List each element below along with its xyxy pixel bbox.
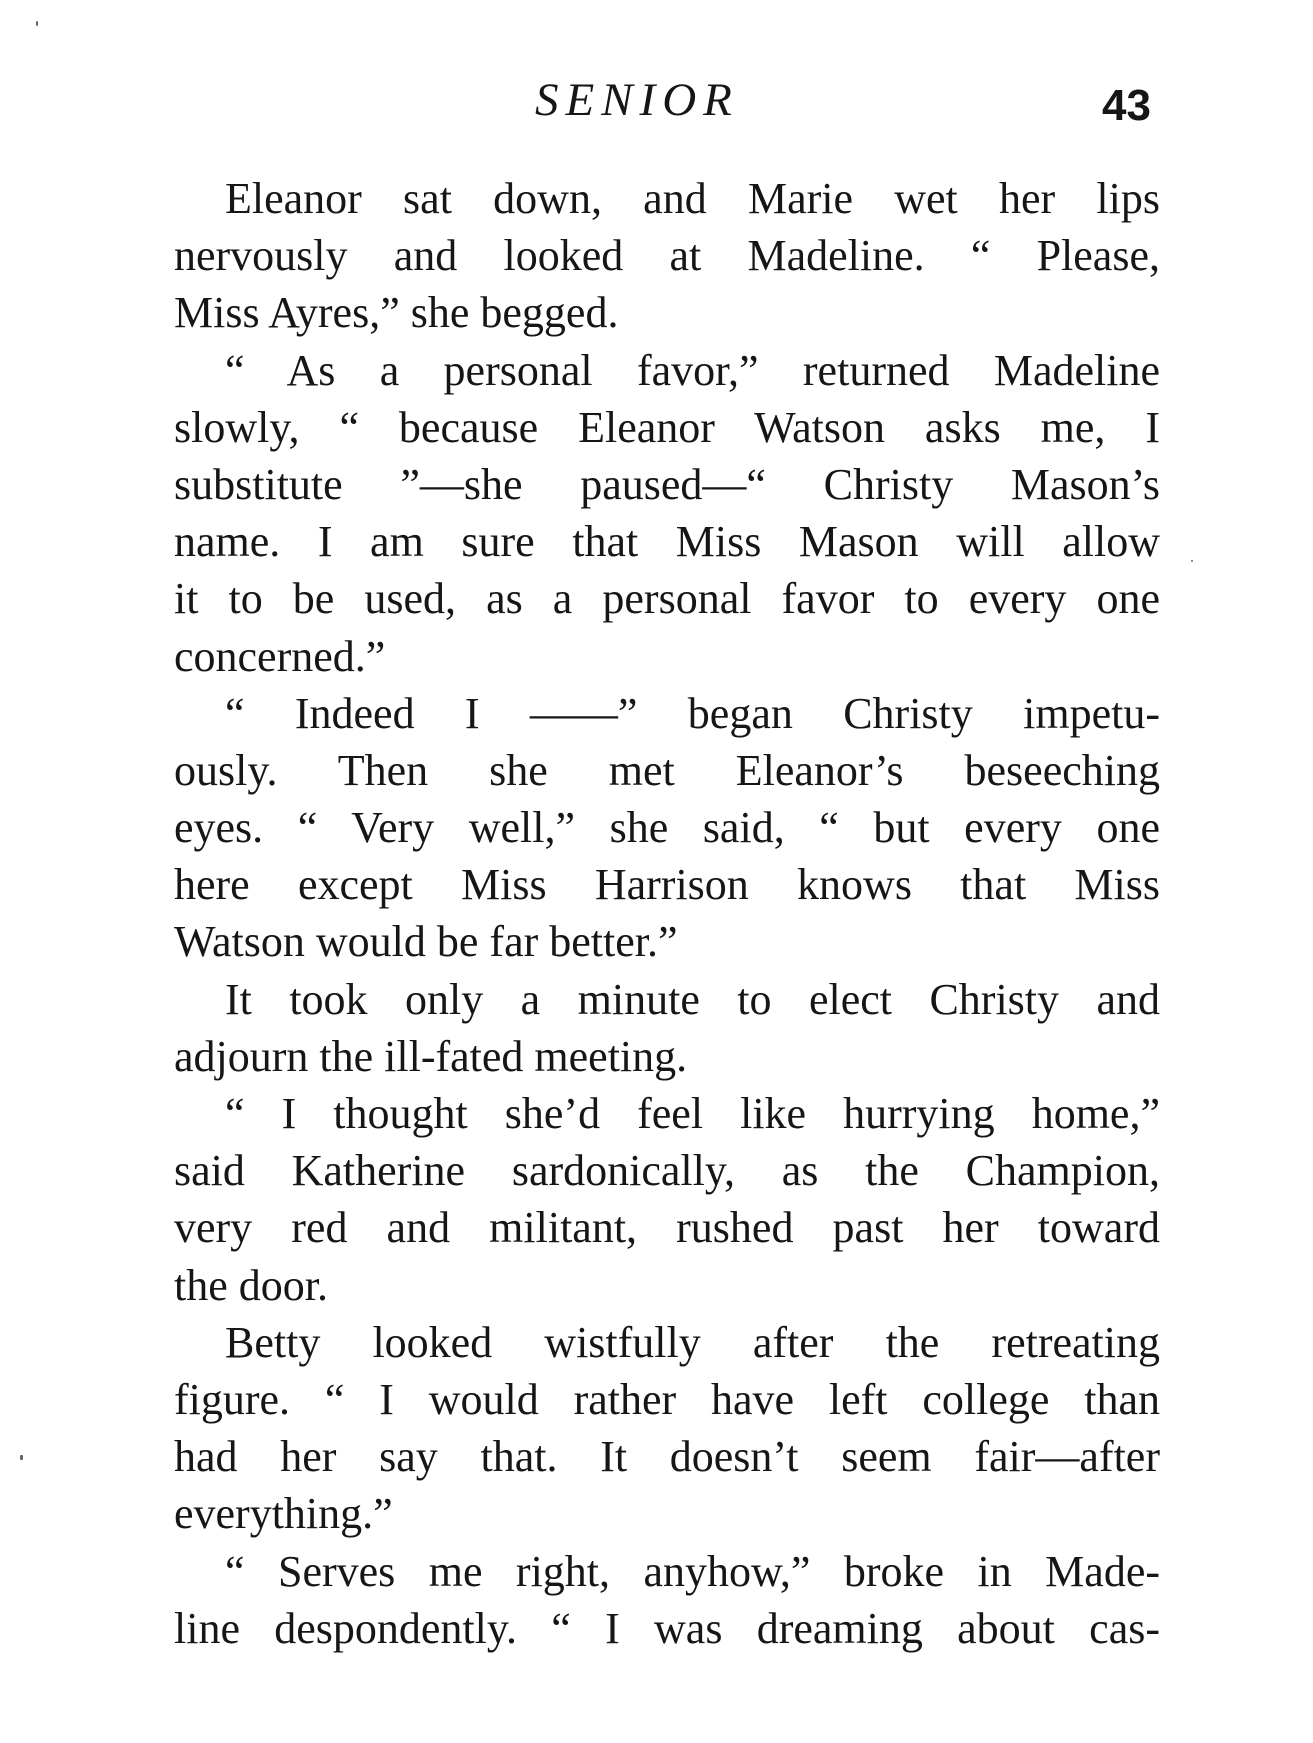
text-line: Miss Ayres,” she begged. bbox=[174, 288, 619, 338]
text-line: eyes. “ Very well,” she said, “ but every one bbox=[174, 803, 1160, 853]
text-line: Betty looked wistfully after the retreating bbox=[225, 1317, 1160, 1367]
page-number: 43 bbox=[1102, 81, 1151, 130]
text-line: line despondently. “ I was dreaming about cas- bbox=[174, 1603, 1160, 1653]
text-line: “ Indeed I ——” began Christy impetu- bbox=[225, 688, 1160, 738]
text-line: It took only a minute to elect Christy and bbox=[225, 974, 1160, 1024]
running-head-title: SENIOR bbox=[535, 74, 739, 126]
text-line: Eleanor sat down, and Marie wet her lips bbox=[225, 174, 1160, 223]
text-line: had her say that. It doesn’t seem fair—after bbox=[174, 1432, 1160, 1482]
text-line: slowly, “ because Eleanor Watson asks me, I bbox=[174, 402, 1160, 452]
body-text bbox=[174, 170, 1160, 1657]
text-line: “ As a personal favor,” returned Madeline bbox=[225, 345, 1160, 395]
text-line: very red and militant, rushed past her toward bbox=[174, 1203, 1160, 1253]
text-line: adjourn the ill-fated meeting. bbox=[174, 1031, 688, 1081]
text-line: Watson would be far better.” bbox=[174, 917, 678, 967]
text-line: figure. “ I would rather have left college than bbox=[174, 1374, 1160, 1424]
text-line: ously. Then she met Eleanor’s beseeching bbox=[174, 745, 1160, 795]
text-line: the door. bbox=[174, 1260, 328, 1310]
text-line: name. I am sure that Miss Mason will allow bbox=[174, 517, 1160, 567]
scan-speck bbox=[1191, 560, 1193, 562]
text-line: here except Miss Harrison knows that Miss bbox=[174, 860, 1160, 910]
text-line: nervously and looked at Madeline. “ Please, bbox=[174, 231, 1160, 281]
running-head bbox=[0, 72, 1313, 132]
text-line: “ Serves me right, anyhow,” broke in Made- bbox=[225, 1546, 1160, 1596]
text-line: “ I thought she’d feel like hurrying home,” bbox=[225, 1089, 1160, 1138]
text-line: it to be used, as a personal favor to every one bbox=[174, 574, 1160, 624]
text-line: substitute ”—she paused—“ Christy Mason’s bbox=[174, 459, 1160, 509]
scan-speck bbox=[36, 21, 38, 26]
scan-speck bbox=[20, 1455, 23, 1460]
text-line: said Katherine sardonically, as the Champion, bbox=[174, 1146, 1160, 1196]
text-line: everything.” bbox=[174, 1489, 393, 1539]
text-line: concerned.” bbox=[174, 631, 386, 681]
